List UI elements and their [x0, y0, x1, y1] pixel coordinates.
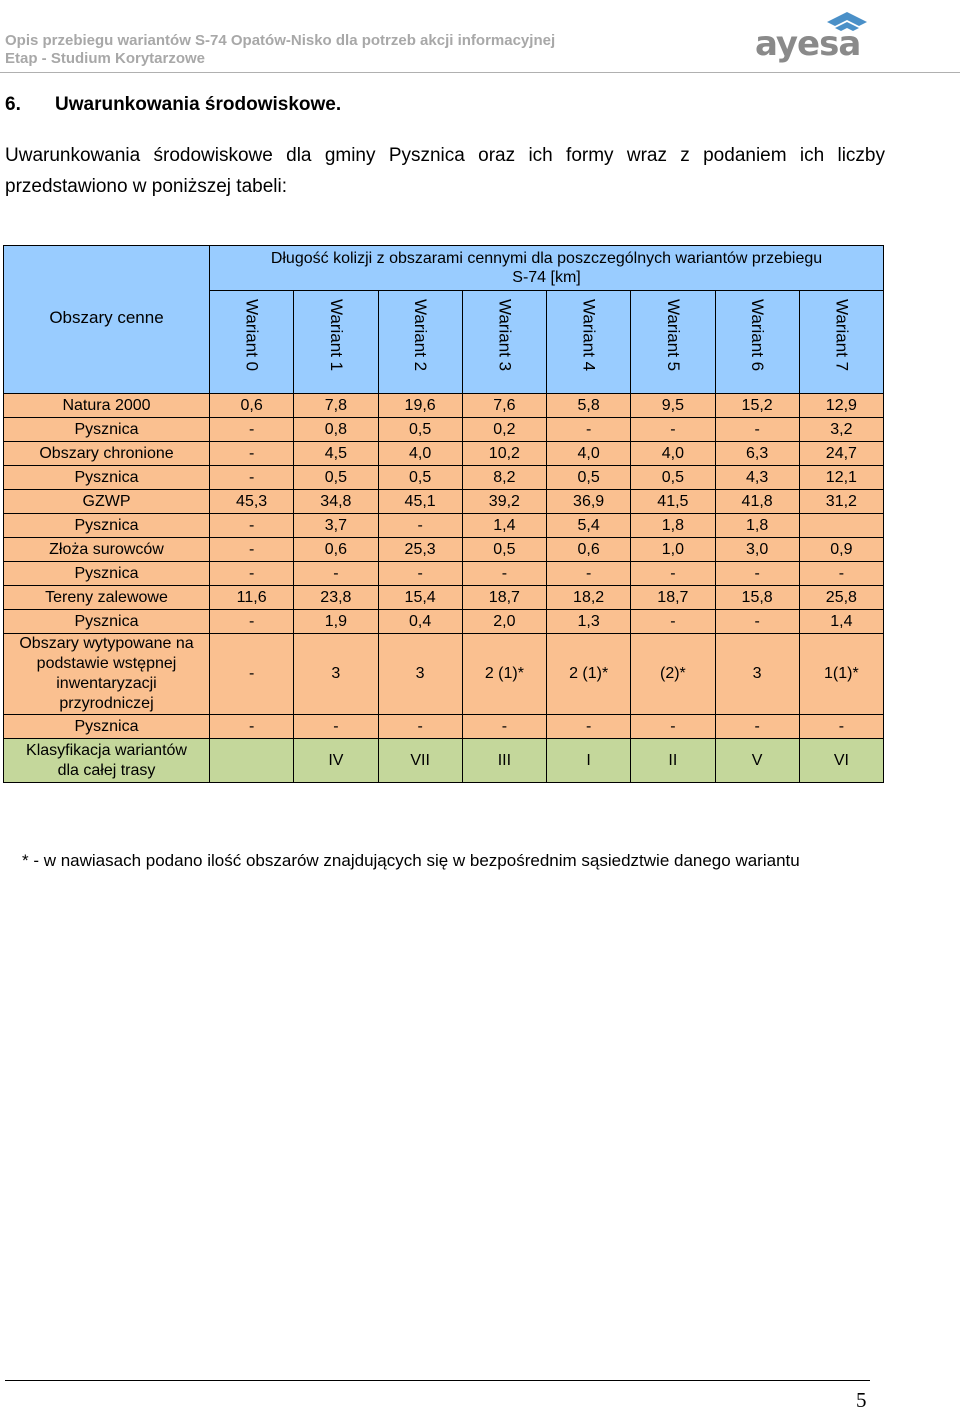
table-cell: 0,9	[799, 538, 883, 562]
table-cell: 3,7	[294, 514, 378, 538]
table-cell: 4,5	[294, 442, 378, 466]
table-row	[4, 586, 884, 610]
table-cell: 18,7	[462, 586, 546, 610]
table-cell: -	[547, 715, 631, 739]
variant-header	[799, 291, 883, 394]
table-row	[4, 394, 884, 418]
table-row	[4, 634, 884, 715]
row-label: Pysznica	[4, 466, 210, 490]
table-cell: -	[210, 715, 294, 739]
table-cell: -	[715, 562, 799, 586]
table-cell: 18,7	[631, 586, 715, 610]
table-cell: 3	[715, 634, 799, 715]
footnote: * - w nawiasach podano ilość obszarów znajdujących się w bezpośrednim sąsiedztwie danego wariantu	[22, 851, 800, 870]
table-cell: 3	[378, 634, 462, 715]
table-row	[4, 610, 884, 634]
intro-paragraph: Uwarunkowania środowiskowe dla gminy Pysznica oraz ich formy wraz z podaniem ich liczby przedstawiono w poniższej tabeli:	[5, 145, 885, 197]
footer-divider	[5, 1380, 870, 1381]
row-label: Obszary wytypowane na podstawie wstępnej inwentaryzacji przyrodniczej	[4, 634, 210, 715]
table-cell: 39,2	[462, 490, 546, 514]
table-row	[4, 514, 884, 538]
table-cell: -	[631, 610, 715, 634]
table-cell: -	[378, 715, 462, 739]
table-cell: 24,7	[799, 442, 883, 466]
table-cell: 5,8	[547, 394, 631, 418]
table-cell: -	[462, 715, 546, 739]
table-row	[4, 442, 884, 466]
table-cell: 1,8	[715, 514, 799, 538]
table-cell: 0,6	[210, 394, 294, 418]
table-cell: (2)*	[631, 634, 715, 715]
classification-cell: VII	[378, 739, 462, 783]
table-cell: -	[210, 538, 294, 562]
table-cell: 34,8	[294, 490, 378, 514]
table-cell: 0,5	[547, 466, 631, 490]
table-cell: 7,8	[294, 394, 378, 418]
table-cell: 4,3	[715, 466, 799, 490]
table-cell: 23,8	[294, 586, 378, 610]
variant-header	[547, 291, 631, 394]
table-cell: 4,0	[631, 442, 715, 466]
variant-label: Wariant 6	[748, 299, 768, 372]
classification-label: Klasyfikacja wariantów dla całej trasy	[4, 739, 210, 783]
variant-header	[462, 291, 546, 394]
table-cell: -	[799, 562, 883, 586]
variant-label: Wariant 3	[495, 299, 515, 372]
table-cell: 3,0	[715, 538, 799, 562]
row-label: Pysznica	[4, 418, 210, 442]
table-cell: 0,4	[378, 610, 462, 634]
table-cell: 1,9	[294, 610, 378, 634]
variant-header	[715, 291, 799, 394]
table-cell: -	[294, 562, 378, 586]
classification-cell: III	[462, 739, 546, 783]
variant-header	[378, 291, 462, 394]
table-cell: 9,5	[631, 394, 715, 418]
table-cell: 0,6	[547, 538, 631, 562]
table-cell: 5,4	[547, 514, 631, 538]
table-cell: -	[631, 418, 715, 442]
table-cell: 10,2	[462, 442, 546, 466]
constraints-table	[3, 245, 884, 783]
table-cell: 4,0	[547, 442, 631, 466]
table-cell: -	[547, 562, 631, 586]
table-row	[4, 562, 884, 586]
variant-header	[210, 291, 294, 394]
classification-row	[4, 739, 884, 783]
table-cell: 41,5	[631, 490, 715, 514]
table-cell: 0,5	[378, 466, 462, 490]
table-cell: 1,3	[547, 610, 631, 634]
table-cell: 41,8	[715, 490, 799, 514]
group-header: Długość kolizji z obszarami cennymi dla poszczególnych wariantów przebiegu S-74 [km]	[210, 246, 884, 291]
table-cell: -	[631, 715, 715, 739]
table-cell: 3	[294, 634, 378, 715]
table-cell: 0,5	[462, 538, 546, 562]
table-cell	[799, 514, 883, 538]
classification-cell: I	[547, 739, 631, 783]
variant-label: Wariant 4	[579, 299, 599, 372]
table-cell: 2 (1)*	[462, 634, 546, 715]
row-label: Pysznica	[4, 610, 210, 634]
table-cell: 0,5	[631, 466, 715, 490]
table-row	[4, 490, 884, 514]
table-cell: 0,5	[378, 418, 462, 442]
row-label: Tereny zalewowe	[4, 586, 210, 610]
table-cell: 15,8	[715, 586, 799, 610]
table-cell: -	[631, 562, 715, 586]
corner-header: Obszary cenne	[4, 246, 210, 394]
table-cell: -	[799, 715, 883, 739]
table-cell: 19,6	[378, 394, 462, 418]
table-cell: 15,4	[378, 586, 462, 610]
table-cell: -	[462, 562, 546, 586]
row-label: GZWP	[4, 490, 210, 514]
header-title: Opis przebiegu wariantów S-74 Opatów-Nisko dla potrzeb akcji informacyjnej	[5, 32, 556, 49]
table-row	[4, 466, 884, 490]
page-number: 5	[856, 1388, 867, 1412]
table-cell: 11,6	[210, 586, 294, 610]
table-cell: 31,2	[799, 490, 883, 514]
variant-label: Wariant 2	[411, 299, 431, 372]
table-cell: -	[210, 442, 294, 466]
section-heading	[5, 94, 341, 116]
table-cell: 6,3	[715, 442, 799, 466]
table-cell: 36,9	[547, 490, 631, 514]
table-row	[4, 538, 884, 562]
table-cell: -	[715, 418, 799, 442]
table-cell: 12,1	[799, 466, 883, 490]
table-cell: 1,0	[631, 538, 715, 562]
table-cell: 45,1	[378, 490, 462, 514]
table-cell: 8,2	[462, 466, 546, 490]
table-cell: 12,9	[799, 394, 883, 418]
row-label: Natura 2000	[4, 394, 210, 418]
table-cell: -	[294, 715, 378, 739]
table-cell: 25,8	[799, 586, 883, 610]
page-header	[0, 0, 960, 73]
table-cell: 2 (1)*	[547, 634, 631, 715]
row-label: Pysznica	[4, 715, 210, 739]
table-cell: 0,2	[462, 418, 546, 442]
classification-cell	[210, 739, 294, 783]
table-cell: 0,8	[294, 418, 378, 442]
variant-header	[294, 291, 378, 394]
classification-cell: IV	[294, 739, 378, 783]
section-title: Uwarunkowania środowiskowe.	[55, 94, 342, 115]
table-cell: -	[210, 418, 294, 442]
row-label: Obszary chronione	[4, 442, 210, 466]
table-cell: -	[715, 610, 799, 634]
table-cell: 1,4	[462, 514, 546, 538]
table-cell: 45,3	[210, 490, 294, 514]
table-cell: -	[210, 610, 294, 634]
row-label: Złoża surowców	[4, 538, 210, 562]
row-label: Pysznica	[4, 562, 210, 586]
classification-cell: II	[631, 739, 715, 783]
variant-label: Wariant 1	[326, 299, 346, 372]
table-cell: 25,3	[378, 538, 462, 562]
table-cell: 2,0	[462, 610, 546, 634]
header-subtitle: Etap - Studium Korytarzowe	[5, 50, 206, 67]
table-cell: -	[547, 418, 631, 442]
table-cell: -	[715, 715, 799, 739]
row-label: Pysznica	[4, 514, 210, 538]
table-cell: 3,2	[799, 418, 883, 442]
table-cell: 1,8	[631, 514, 715, 538]
table-cell: 0,6	[294, 538, 378, 562]
table-cell: -	[210, 634, 294, 715]
table-row	[4, 418, 884, 442]
table-cell: -	[210, 466, 294, 490]
table-cell: 1,4	[799, 610, 883, 634]
table-cell: 0,5	[294, 466, 378, 490]
section-number: 6.	[5, 94, 21, 115]
table-cell: 1(1)*	[799, 634, 883, 715]
table-cell: -	[210, 514, 294, 538]
table-cell: 7,6	[462, 394, 546, 418]
table-cell: 18,2	[547, 586, 631, 610]
table-cell: -	[378, 562, 462, 586]
table-row	[4, 715, 884, 739]
table-cell: 15,2	[715, 394, 799, 418]
variant-label: Wariant 0	[242, 299, 262, 372]
variant-label: Wariant 7	[832, 299, 852, 372]
variant-header	[631, 291, 715, 394]
table-cell: -	[210, 562, 294, 586]
variant-label: Wariant 5	[663, 299, 683, 372]
classification-cell: VI	[799, 739, 883, 783]
ayesa-logo	[755, 4, 885, 64]
classification-cell: V	[715, 739, 799, 783]
logo-text: ayesa	[755, 24, 861, 64]
table-cell: -	[378, 514, 462, 538]
table-cell: 4,0	[378, 442, 462, 466]
